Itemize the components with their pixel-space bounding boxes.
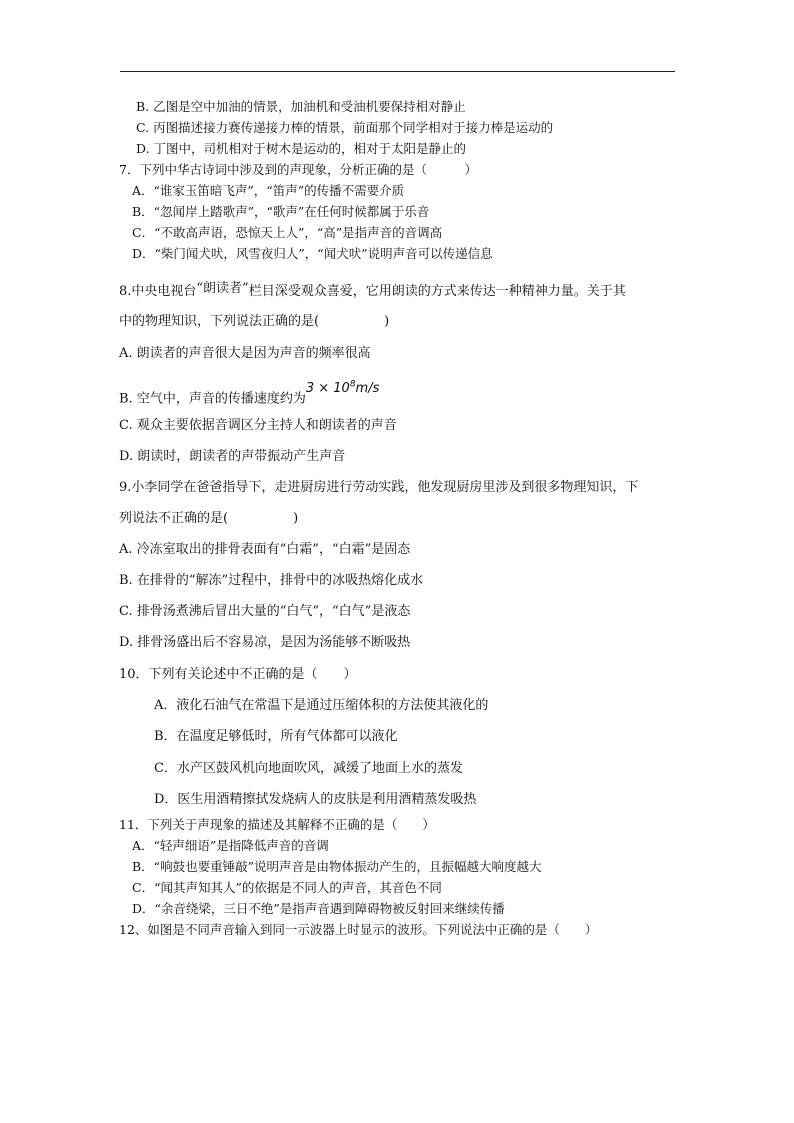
q8-option-b-text: B. 空气中，声音的传播速度约为 [119,391,306,407]
q7-option-a: A．“谁家玉笛暗飞声”，“笛声”的传播不需要介质 [132,183,405,198]
q7-stem: 7．下列中华古诗词中涉及到的声现象，分析正确的是（ ） [119,162,477,177]
q9-stem-line2: 列说法不正确的是( ) [119,511,299,526]
q10-option-c: C．水产区鼓风机向地面吹风，减缓了地面上水的蒸发 [154,761,463,776]
q9-option-a: A. 冷冻室取出的排骨表面有“白霜”，“白霜”是固态 [119,542,411,557]
q8-program-name: “朗读者” [196,281,249,296]
q11-stem: 11．下列关于声现象的描述及其解释不正确的是（ ） [119,817,435,832]
q9-stem-line1: 9.小李同学在爸爸指导下，走进厨房进行劳动实践，他发现厨房里涉及到很多物理知识，下 [119,480,639,495]
q12-stem: 12、如图是不同声音输入到同一示波器上时显示的波形。下列说法中正确的是（ ） [119,922,598,937]
q9-option-d: D. 排骨汤盛出后不容易凉，是因为汤能够不断吸热 [119,635,411,650]
formula-base: 3 × 10 [305,381,350,397]
q6-option-d: D. 丁图中，司机相对于树木是运动的，相对于太阳是静止的 [136,141,467,156]
q11-option-c: C．“闻其声知其人”的依据是不同人的声音，其音色不同 [132,880,442,895]
q6-option-b: B. 乙图是空中加油的情景，加油机和受油机要保持相对静止 [136,99,466,114]
sound-speed-formula [306,381,380,396]
q8-stem-suffix: 栏目深受观众喜爱，它用朗读的方式来传达一种精神力量。关于其 [248,284,626,299]
formula-exponent: 8 [349,380,356,390]
q8-stem-prefix: 8.中央电视台 [119,284,197,299]
q11-option-a: A．“轻声细语”是指降低声音的音调 [132,838,329,853]
q10-stem: 10．下列有关论述中不正确的是（ ） [119,667,357,682]
q10-option-b: B．在温度足够低时，所有气体都可以液化 [154,729,398,744]
q8-option-c: C. 观众主要依据音调区分主持人和朗读者的声音 [119,418,397,433]
q10-option-d: D．医生用酒精擦拭发烧病人的皮肤是利用酒精蒸发吸热 [154,792,477,807]
q8-stem [119,281,626,300]
q9-option-b: B. 在排骨的“解冻”过程中，排骨中的冰吸热熔化成水 [119,573,424,588]
q11-option-d: D．“余音绕梁，三日不绝”是指声音遇到障碍物被反射回来继续传播 [132,901,505,916]
q7-option-b: B．“忽闻岸上踏歌声”，“歌声”在任何时候都属于乐音 [132,204,430,219]
q10-option-a: A．液化石油气在常温下是通过压缩体积的方法使其液化的 [154,698,489,713]
q8-option-a: A. 朗读者的声音很大是因为声音的频率很高 [119,346,371,361]
q8-option-b [119,380,380,407]
formula-unit: m/s [355,381,380,397]
q9-option-c: C. 排骨汤煮沸后冒出大量的“白气”，“白气”是液态 [119,604,411,619]
q8-stem-line2: 中的物理知识，下列说法正确的是( ) [119,314,390,329]
q7-option-d: D．“柴门闻犬吠，风雪夜归人”，“闻犬吠”说明声音可以传递信息 [132,246,493,261]
q6-option-c: C. 丙图描述接力赛传递接力棒的情景，前面那个同学相对于接力棒是运动的 [136,120,554,135]
q11-option-b: B．“响鼓也要重锤敲”说明声音是由物体振动产生的，且振幅越大响度越大 [132,859,542,874]
header-rule [120,71,675,72]
q8-option-d: D. 朗读时，朗读者的声带振动产生声音 [119,449,346,464]
q7-option-c: C．“不敢高声语，恐惊天上人”，“高”是指声音的音调高 [132,225,443,240]
